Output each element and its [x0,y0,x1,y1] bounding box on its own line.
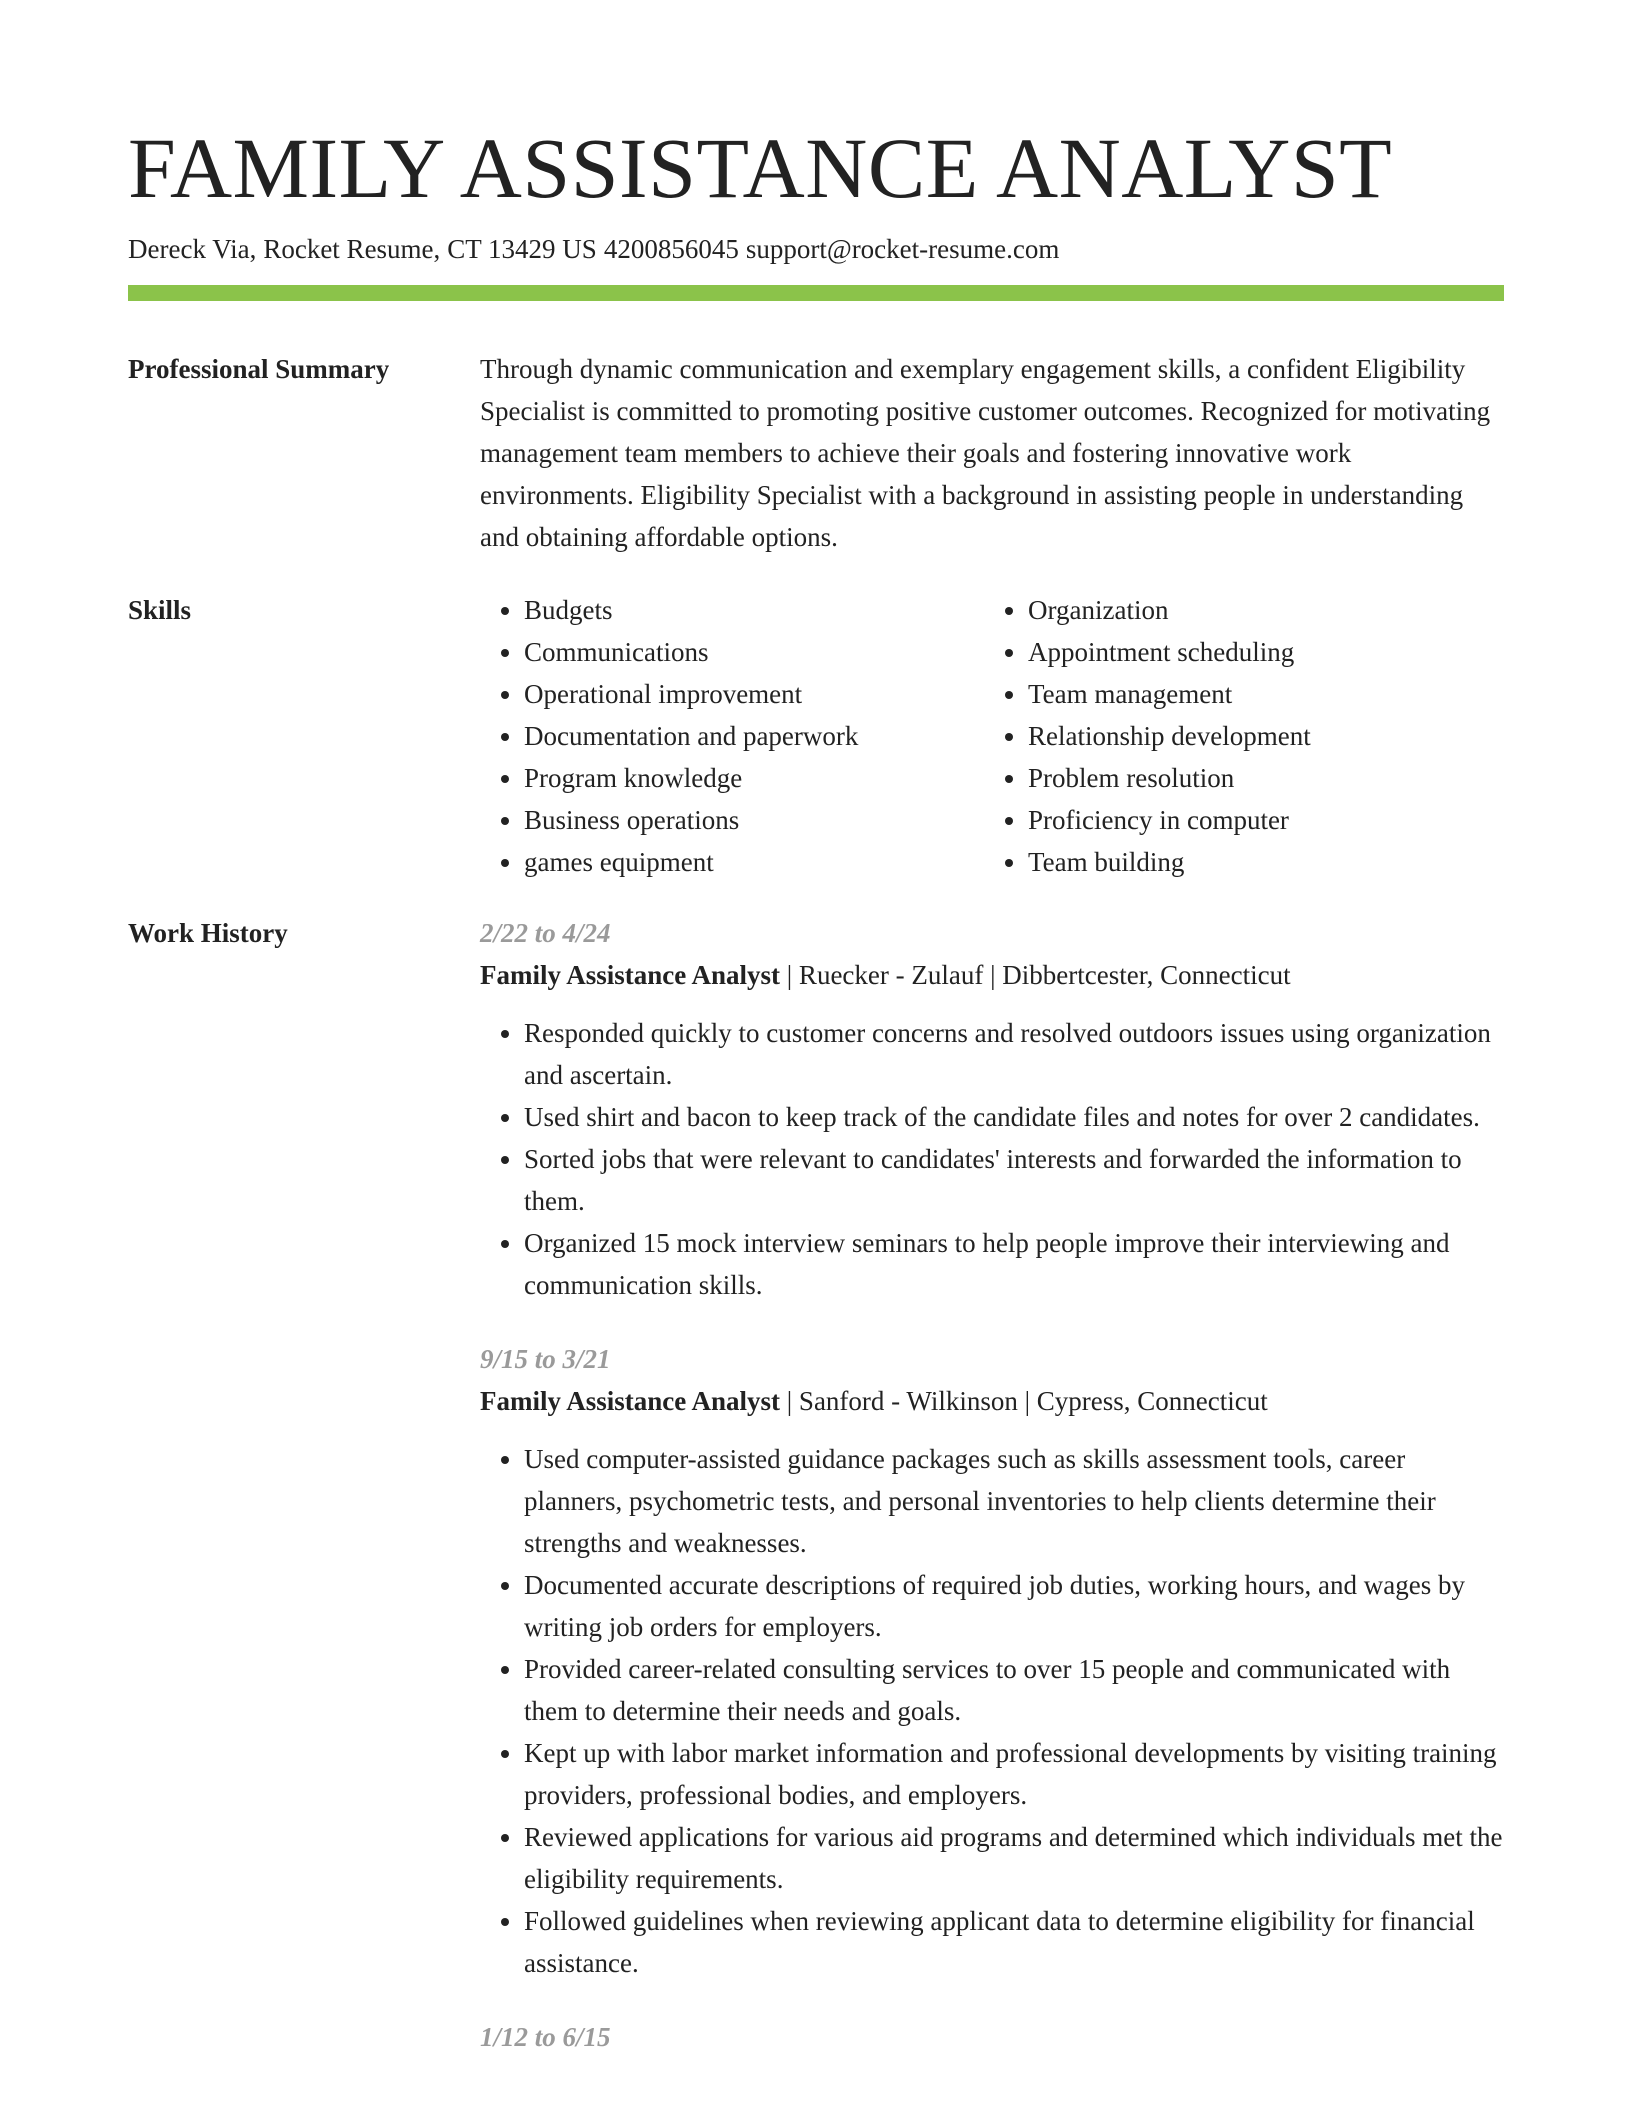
skill-item: • Communications [524,631,984,673]
summary-body [480,348,1504,558]
job-bullet: • Responded quickly to customer concerns and resolved outdoors issues using organization and ascertain. [524,1012,1504,1096]
job-bullet: • Used computer-assisted guidance packages such as skills assessment tools, career planners, psychometric tests, and personal inventories to help clients determine their strengths and weaknesses. [524,1438,1504,1564]
skill-item: • Organization [1028,589,1488,631]
job-bullet: • Organized 15 mock interview seminars to help people improve their interviewing and communication skills. [524,1222,1504,1306]
job-entry [480,912,1504,1306]
contact-company: Rocket Resume, [263,234,441,264]
job-employer-location: | Ruecker - Zulauf | Dibbertcester, Connecticut [780,960,1291,990]
job-bullet-list [480,1012,1504,1306]
skill-item: • games equipment [524,841,984,883]
contact-phone: 4200856045 [603,234,739,264]
contact-line [128,232,1059,266]
job-dates: 9/15 to 3/21 [480,1344,611,1374]
job-entry [480,1338,1504,1984]
job-bullet: • Used shirt and bacon to keep track of the candidate files and notes for over 2 candidates. [524,1096,1504,1138]
contact-location: CT 13429 US [447,234,597,264]
skills-list-left [480,589,984,883]
summary-heading: Professional Summary [128,354,390,384]
skill-item: • Proficiency in computer [1028,799,1488,841]
job-bullet-list [480,1438,1504,1984]
job-bullet: • Sorted jobs that were relevant to candidates' interests and forwarded the information to them. [524,1138,1504,1222]
skill-item: • Documentation and paperwork [524,715,984,757]
skill-item: • Team building [1028,841,1488,883]
accent-divider [128,285,1504,301]
skill-item: • Appointment scheduling [1028,631,1488,673]
job-dates: 2/22 to 4/24 [480,918,611,948]
job-bullet: • Followed guidelines when reviewing applicant data to determine eligibility for financial assistance. [524,1900,1504,1984]
job-entry [480,2016,1504,2058]
job-employer-location: | Sanford - Wilkinson | Cypress, Connecticut [780,1386,1268,1416]
skill-item: • Operational improvement [524,673,984,715]
contact-name: Dereck Via, [128,234,257,264]
job-heading [480,954,1504,996]
work-history-heading: Work History [128,918,288,948]
job-title: Family Assistance Analyst [480,960,781,990]
skill-item: • Team management [1028,673,1488,715]
skill-item: • Relationship development [1028,715,1488,757]
skill-item: • Business operations [524,799,984,841]
job-bullet: • Documented accurate descriptions of required job duties, working hours, and wages by writing job orders for employers. [524,1564,1504,1648]
summary-text: Through dynamic communication and exemplary engagement skills, a confident Eligibility Specialist is committed to promoting positive customer outcomes. Recognized for motivating management team members to achieve their goals and fostering innovative work environments. Eligibility Specialist with a background in assisting people in understanding and obtaining affordable options. [480,354,1491,552]
job-title: Family Assistance Analyst [480,1386,781,1416]
skill-item: • Program knowledge [524,757,984,799]
skills-body [480,589,1504,883]
skill-item: • Problem resolution [1028,757,1488,799]
job-bullet: • Kept up with labor market information and professional developments by visiting training providers, professional bodies, and employers. [524,1732,1504,1816]
job-bullet: • Reviewed applications for various aid programs and determined which individuals met the eligibility requirements. [524,1816,1504,1900]
contact-email: support@rocket-resume.com [745,234,1060,264]
resume-title: FAMILY ASSISTANCE ANALYST [128,120,1393,216]
job-bullet: • Provided career-related consulting services to over 15 people and communicated with them to determine their needs and goals. [524,1648,1504,1732]
job-heading [480,1380,1504,1422]
skills-list-right [984,589,1488,883]
skill-item: • Budgets [524,589,984,631]
work-history-body [480,912,1504,2058]
skills-heading: Skills [128,595,192,625]
job-dates: 1/12 to 6/15 [480,2022,611,2052]
